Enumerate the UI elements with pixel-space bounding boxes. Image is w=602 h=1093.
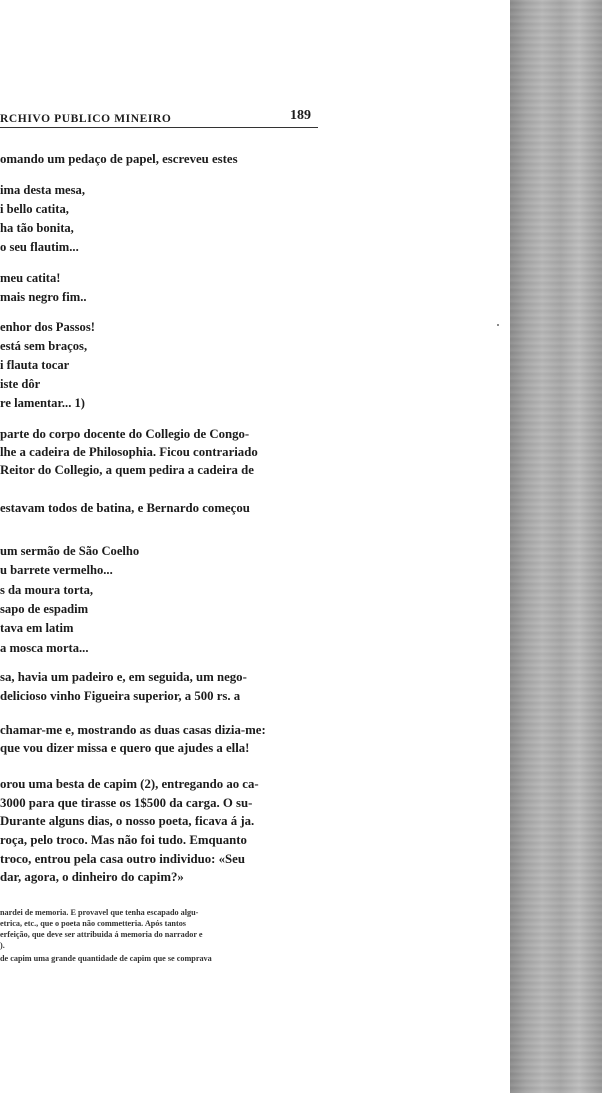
- footnote-line: etrica, etc., que o poeta não commetteria. Após tantos: [0, 919, 186, 928]
- body-line: dar, agora, o dinheiro do capim?»: [0, 870, 184, 884]
- verse-line: iste dôr: [0, 377, 41, 391]
- verse-line: está sem braços,: [0, 339, 88, 353]
- body-line: parte do corpo docente do Collegio de Congo-: [0, 427, 250, 441]
- body-line: delicioso vinho Figueira superior, a 500 rs. a: [0, 689, 241, 703]
- body-line: estavam todos de batina, e Bernardo começou: [0, 501, 250, 515]
- body-line: omando um pedaço de papel, escreveu estes: [0, 152, 238, 166]
- verse-line: a mosca morta...: [0, 641, 89, 655]
- body-line: Durante alguns dias, o nosso poeta, ficava á ja.: [0, 814, 255, 828]
- verse-line: i flauta tocar: [0, 358, 70, 372]
- body-line: roça, pelo troco. Mas não foi tudo. Emquanto: [0, 833, 247, 847]
- body-line: troco, entrou pela casa outro individuo: «Seu: [0, 852, 245, 866]
- page-number: 189: [290, 108, 311, 123]
- verse-line: re lamentar... 1): [0, 396, 85, 410]
- verse-line: mais negro fim..: [0, 290, 87, 304]
- verse-line: tava em latim: [0, 621, 74, 635]
- footnote-line: nardei de memoria. E provavel que tenha escapado algu-: [0, 908, 199, 917]
- body-line: orou uma besta de capim (2), entregando ao ca-: [0, 777, 259, 791]
- footnote-line: erfeição, que deve ser attribuida á memoria do narrador e: [0, 930, 203, 939]
- verse-line: ima desta mesa,: [0, 183, 85, 197]
- body-line: lhe a cadeira de Philosophia. Ficou contrariado: [0, 445, 258, 459]
- body-line: chamar-me e, mostrando as duas casas dizia-me:: [0, 723, 266, 737]
- paper-speck: [497, 324, 499, 326]
- verse-line: o seu flautim...: [0, 240, 79, 254]
- verse-line: s da moura torta,: [0, 583, 94, 597]
- footnote-line: ).: [0, 941, 5, 950]
- book-gutter-shadow: [510, 0, 602, 1093]
- header-rule: [0, 127, 318, 128]
- verse-line: um sermão de São Coelho: [0, 544, 140, 558]
- verse-line: enhor dos Passos!: [0, 320, 95, 334]
- footnote-line: de capim uma grande quantidade de capim que se comprava: [0, 954, 212, 963]
- body-line: sa, havia um padeiro e, em seguida, um nego-: [0, 670, 247, 684]
- verse-line: meu catita!: [0, 271, 61, 285]
- body-line: 3000 para que tirasse os 1$500 da carga. O su-: [0, 796, 253, 810]
- body-line: Reitor do Collegio, a quem pedira a cadeira de: [0, 463, 254, 477]
- verse-line: u barrete vermelho...: [0, 563, 113, 577]
- verse-line: i bello catita,: [0, 202, 69, 216]
- body-line: que vou dizer missa e quero que ajudes a ella!: [0, 741, 250, 755]
- verse-line: sapo de espadim: [0, 602, 89, 616]
- running-head: RCHIVO PUBLICO MINEIRO: [0, 113, 172, 125]
- verse-line: ha tão bonita,: [0, 221, 74, 235]
